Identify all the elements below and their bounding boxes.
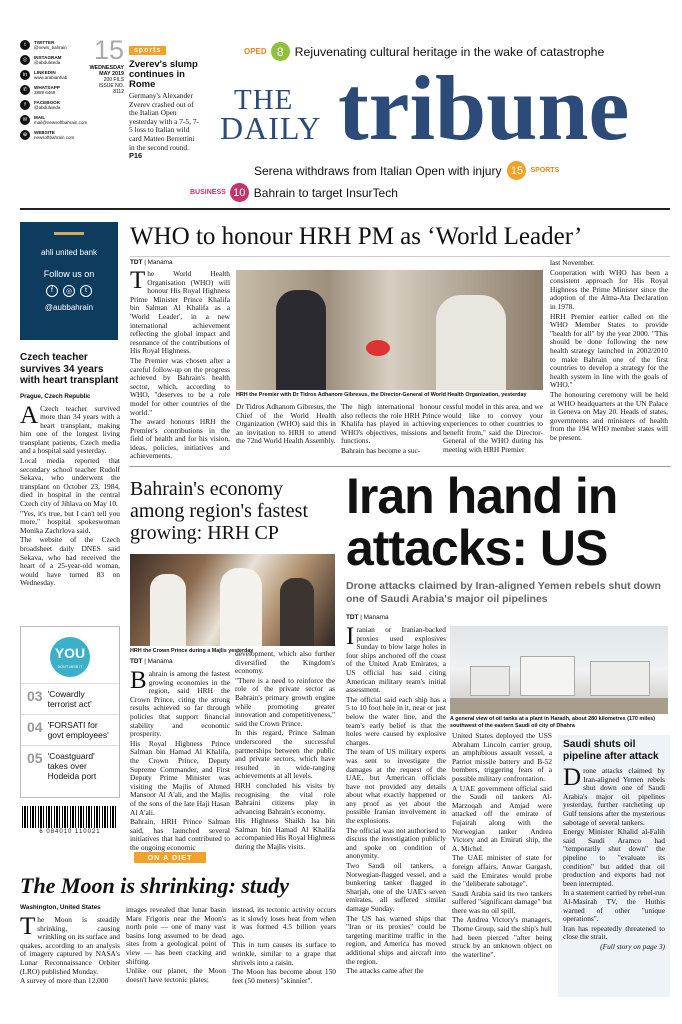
- who-text-2: Dr Tidros Adhanom Gibresus, the Chief of the World Health Organization (WHO) said this in an invitation to HRH to attend the 72nd World Health Assembly.: [236, 402, 336, 446]
- you-badge-text: YOU: [54, 645, 86, 661]
- sports-teaser-body: [129, 92, 201, 161]
- social-link-value: @abdulweda: [34, 60, 61, 65]
- economy-text-2: development, which also further diversified the Kingdom's economy.: [235, 649, 335, 676]
- you-item-page: 04: [27, 719, 43, 735]
- iran-photo-tank-2: [520, 656, 575, 696]
- czech-paragraph-2: Local media reported that secondary school teacher Rudolf Sekava, who underwent the transplant on October 23, 1984, died in hospital in the central Czech city of Jihlava on May 10.: [20, 456, 120, 509]
- oped-headline: Rejuvenating cultural heritage in the wake of catastrophe: [294, 44, 605, 59]
- moon-text-3b: This in turn causes its surface to wrinkle, similar to a grape that shrivels into a raisin.: [232, 940, 336, 967]
- bank-handle: @aubbahrain: [44, 303, 94, 312]
- iran-dropcap: I: [346, 623, 355, 650]
- social-link[interactable]: [20, 130, 90, 140]
- iran-headline: Iran hand in attacks: US: [346, 468, 618, 576]
- you-item-title: 'FORSATI for govt employees': [47, 720, 109, 740]
- saudi-text-2: Energy Minister Khalid al-Falih said Saudi Aramco had "temporarily shut down" the pipeline to "evaluate its condition" but added that oil production and exports had not been interrupted.: [563, 827, 665, 888]
- iran-text-2e: The Andrea Victory's managers, Thome Group, said the ship's hull had been pierced "after being struck by an unknown object on the waterline".: [452, 915, 552, 959]
- barcode-bars: [22, 806, 118, 828]
- social-link[interactable]: [20, 100, 90, 110]
- social-link-value: @abdulweda: [34, 105, 61, 110]
- who-dropcap: T: [130, 267, 146, 294]
- who-byline: TDT | Manama: [130, 259, 173, 266]
- you-items: [21, 683, 119, 786]
- social-link-label: WHATSAPP: [34, 85, 60, 90]
- moon-dropcap: T: [20, 913, 36, 940]
- social-link[interactable]: [20, 70, 90, 80]
- bank-twitter-icon: t: [80, 285, 92, 297]
- who-bottom-rule: [130, 466, 670, 467]
- social-link-text: [34, 40, 67, 50]
- top-teaser-serena[interactable]: [254, 161, 654, 180]
- who-column-3: [341, 403, 441, 457]
- czech-dateline: Prague, Czech Republic: [20, 392, 91, 400]
- economy-text-2d: HRH concluded his visits by recognising the vital role Bahraini citizens play in advancing Bahrain's economy.: [235, 780, 335, 816]
- economy-text-2c: In this regard, Prince Salman underscored the successful partnerships between the public and private sectors, which have resulted in wide-ranging achievements at all levels.: [235, 728, 335, 781]
- moon-text-3c: The Moon has become about 150 feet (50 meters) "skinnier".: [232, 967, 336, 985]
- czech-dropcap: A: [20, 401, 39, 429]
- moon-dateline: Washington, United States: [20, 904, 101, 911]
- economy-column-2: [235, 650, 335, 853]
- saudi-box: [558, 735, 670, 997]
- sports-teaser[interactable]: [129, 39, 201, 161]
- social-link-label: MAIL: [34, 115, 46, 120]
- bank-follow-text: Follow us on: [43, 269, 95, 279]
- economy-text-1: ahrain is among the fastest growing economies in the region, said HRH the Crown Prince, citing the strong results achieved so far through policies that support financial stability and economic prosperity.: [130, 669, 230, 739]
- insurtech-section: BUSINESS: [190, 189, 226, 196]
- insurtech-page-number: 10: [230, 183, 249, 202]
- iran-text-2d: Saudi Arabia said its two tankers suffered "significant damage" but there was no oil spill.: [452, 888, 552, 915]
- price: 200 FILS: [103, 77, 124, 83]
- serena-page-number: 15: [507, 161, 526, 180]
- social-link-label: LINKEDIN: [34, 70, 56, 75]
- social-link-text: [34, 130, 74, 140]
- social-link-label: WEBSITE: [34, 130, 55, 135]
- economy-byline-org: TDT: [130, 658, 143, 665]
- social-link-text: [34, 85, 60, 95]
- iran-text-2b: A UAE government official said the Saudi oil tankers Al-Marzoqah and Amjad were attacked off the emirate of Fujairah along with the Norwegian tanker Andrea Victory and an Emirati ship, the A. Michel.: [452, 783, 552, 853]
- facebook-icon: f: [20, 100, 30, 110]
- sports-teaser-page: P16: [129, 151, 143, 161]
- czech-headline: Czech teacher survives 34 years with heart transplant: [20, 352, 119, 386]
- bank-facebook-icon: f: [46, 285, 58, 297]
- who-text-3b: Bahrain has become a suc-: [341, 445, 421, 455]
- sports-teaser-text: Germany's Alexander Zverev crashed out of the Italian Open yesterday with a 7-5, 7-5 loss to Italian wild card Matteo Berrettini in the second round.: [129, 91, 199, 152]
- iran-photo: [450, 626, 668, 714]
- iran-text-1g: The attacks came after the: [346, 966, 424, 976]
- economy-text-2e: His Highness Shaikh Isa bin Salman bin Hamad Al Khalifa accompanied His Royal Highness during the Majlis visits.: [235, 816, 335, 852]
- who-photo: [236, 270, 543, 390]
- iran-byline-place: Manama: [363, 614, 389, 621]
- who-text-1c: The award honours HRH the Premier's contributions in the field of health and for his vision, ideas, policies, initiatives and achievements.: [130, 417, 230, 461]
- who-column-2: [236, 403, 336, 447]
- saudi-text-3: In a statement carried by rebel-run Al-Masirah TV, the Huthis warned of other "unique operations".: [563, 888, 665, 924]
- who-text-5a: last November.: [550, 258, 595, 267]
- mail-icon: ✉: [20, 115, 30, 125]
- social-links: [20, 40, 90, 145]
- czech-body: [20, 401, 120, 588]
- social-link-value: mail@newsoftbahrain.com: [34, 120, 88, 125]
- oped-number: 8: [271, 42, 290, 61]
- who-column-1: [130, 267, 230, 462]
- social-link[interactable]: [20, 85, 90, 95]
- moon-text-1b: A survey of more than 12,000: [20, 976, 109, 986]
- who-rule: [130, 256, 670, 257]
- social-link-label: TWITTER: [34, 40, 55, 45]
- moon-headline: The Moon is shrinking: study: [20, 873, 289, 898]
- iran-byline: TDT | Manama: [346, 614, 389, 621]
- iran-text-2c: The UAE minister of state for foreign affairs, Anwar Gargash, said the Emirates would probe the "deliberate sabotage".: [452, 853, 552, 889]
- who-caption: HRH the Premier with Dr Tidros Adhanom Gibresus, the Director-General of World Health Organization, yesterday: [236, 392, 527, 398]
- moon-text-1: he Moon is steadily shrinking, causing wrinkling on its surface and quakes, according to an analysis of imagery captured by NASA's Lunar Reconnaissance Orbiter (LRO) published Monday.: [20, 915, 120, 976]
- who-text-1b: The Premier was chosen after a careful follow-up on the progress achieved by Bahrain's health sector, which, according to WHO, "deserves to be a role model for other countries of the world.": [130, 355, 230, 417]
- social-link[interactable]: [20, 115, 90, 125]
- iran-text-1: ranian or Iranian-backed proxies used explosives Sunday to blow large holes in four ships anchored off the coast of the United Arab Emirates, a US official has said citing American military team's initial assessment.: [346, 625, 446, 695]
- social-link-value: 3889 6469: [34, 90, 56, 95]
- moon-column-1: [20, 913, 120, 987]
- who-byline-org: TDT: [130, 259, 143, 266]
- saudi-full-story-link[interactable]: (Full story on page 3): [600, 941, 665, 951]
- who-photo-flowers: [366, 340, 390, 356]
- you-badge: [50, 637, 90, 677]
- date-day-number: 15: [93, 35, 124, 65]
- iran-column-2: [452, 732, 552, 960]
- moon-column-3: [232, 906, 336, 986]
- iran-byline-org: TDT: [346, 614, 359, 621]
- you-item-page: 05: [27, 750, 43, 766]
- iran-caption: A general view of oil tanks at a plant in Haradh, about 280 kilometres (170 miles) southwest of the eastern Saudi oil city of Dhahra: [450, 716, 656, 729]
- saudi-dropcap: D: [563, 764, 582, 791]
- you-item[interactable]: [21, 745, 119, 786]
- bank-social-icons: [20, 285, 118, 297]
- saudi-text-1: rone attacks claimed by Iran-aligned Yemen rebels shut down one of Saudi Arabia's major oil pipelines yesterday, further ratcheting up Gulf tensions after the mysterious sabotage of several tankers.: [563, 766, 665, 827]
- you-item[interactable]: [21, 683, 119, 714]
- social-link-value: newsoftbahrain.com: [34, 135, 75, 140]
- you-item-page: 03: [27, 688, 43, 704]
- iran-text-2: United States deployed the USS Abraham Lincoln carrier group, an amphibious assault vessel, a Patriot missile battery and B-52 bombers, triggering fears of a possible military confrontation.: [452, 731, 552, 783]
- who-column-4: [443, 403, 543, 456]
- who-text-5b: Cooperation with WHO has been a consistent approach for His Royal Highness the Prime Minister since the adoption of the Alma-Ata Declaration in 1978.: [550, 267, 668, 311]
- masthead-divider: [20, 208, 670, 210]
- social-link[interactable]: [20, 55, 90, 65]
- insurtech-headline: Bahrain to target InsurTech: [253, 185, 398, 200]
- oped-label: OPED: [244, 47, 267, 56]
- economy-byline: TDT | Manama: [130, 658, 173, 665]
- linkedin-icon: in: [20, 70, 30, 80]
- serena-section: SPORTS: [530, 167, 560, 174]
- bank-logo-icon: [54, 232, 84, 246]
- social-link-value: www.arabianhab: [34, 75, 68, 80]
- saudi-text-4: Iran has repeatedly threatened to close the strait.: [563, 923, 665, 942]
- czech-story: [20, 352, 120, 589]
- moon-text-2: images revealed that lunar basin Mare Frigoris near the Moon's north pole — one of many vast basins long assumed to be dead sites from a geological point of view — has been cracking and shifting.: [126, 905, 226, 966]
- social-link-text: [34, 115, 87, 125]
- sports-tag: sports: [129, 46, 166, 55]
- whatsapp-icon: ✆: [20, 85, 30, 95]
- economy-photo: [130, 554, 335, 646]
- who-text-5c: HRH Premier earlier called on the WHO Member States to provide "health for all" by the year 2000. "This should be done following the new health strategy launched in 2002/2010 to make Bahrain one of the first countries to develop a strategy for the health system in line with the goals of WHO.": [550, 311, 668, 390]
- who-text-3: The high international honour also reflects the role HRH Prince Khalifa has played in achieving WHO's objectives, missions and functions.: [341, 402, 441, 446]
- social-link-text: [34, 100, 60, 110]
- iran-photo-tank-1: [470, 666, 510, 696]
- bank-name: ahli united bank: [40, 248, 98, 257]
- iran-text-1b: The official said each ship has a 5 to 10 foot hole in it, near or just below the water line, and the team's early belief is that the holes were caused by explosive charges.: [346, 694, 446, 747]
- masthead-logo: [218, 57, 668, 159]
- iran-text-1d: The official was not authorised to discuss the investigation publicly and spoke on condition of anonymity.: [346, 825, 446, 861]
- who-text-4: cessful model in this area, and we would like to convey your experiences to other countries to benefit from," said the Director-General of the WHO during his meeting with HRH Premier: [443, 402, 543, 454]
- economy-headline: Bahrain's economy among region's fastest growing: HRH CP: [130, 478, 309, 544]
- economy-text-1b: His Royal Highness Prince Salman bin Hamad Al Khalifa, the Crown Prince, Deputy Supreme Commander, and First Deputy Prime Minister was visiting the Majlis of Ahmed Mansoor Al A'ali, and the Majlis of the sons of the late Haji Hasan Al A'ali.: [130, 738, 230, 817]
- czech-paragraph-4: The website of the Czech broadsheet daily DNES said Sekava, who had received the heart of a 25-year-old woman, would have turned 83 on Wednesday.: [20, 535, 120, 588]
- barcode: [22, 806, 118, 840]
- you-item-title: 'Cowardly terrorist act': [47, 689, 92, 709]
- saudi-headline: Saudi shuts oil pipeline after attack: [563, 739, 659, 762]
- bank-instagram-icon: ◎: [63, 285, 75, 297]
- social-link-text: [34, 70, 67, 80]
- economy-byline-place: Manama: [147, 658, 173, 665]
- economy-column-1: [130, 667, 230, 853]
- economy-caption: HRH the Crown Prince during a Majlis yesterday: [130, 648, 254, 654]
- iran-text-1e: Two Saudi oil tankers, a Norwegian-flagged vessel, and a bunkering tanker flagged in Sharjah, one of the UAE's seven emirates, all suffered similar damage Sunday.: [346, 861, 446, 913]
- sports-teaser-headline: Zverev's slump continues in Rome: [129, 59, 198, 90]
- barcode-number: 6 084010 110021: [39, 829, 101, 835]
- date-weekday: WEDNESDAY: [89, 65, 124, 71]
- moon-text-2b: Unlike our planet, the Moon doesn't have tectonic plates;: [126, 966, 226, 984]
- bank-advert[interactable]: [20, 222, 118, 340]
- economy-text-1c: Bahrain, HRH Prince Salman said, has launched several initiatives that had contributed to the ongoing economic: [130, 817, 230, 852]
- you-item-title: 'Coastguard' takes over Hodeida port: [47, 751, 97, 781]
- iran-photo-ground: [450, 698, 668, 714]
- economy-photo-figure-3: [280, 578, 314, 646]
- saudi-body: [563, 764, 665, 951]
- economy-photo-figure-2: [220, 568, 262, 646]
- social-link[interactable]: [20, 40, 90, 50]
- social-link-label: FACEBOOK: [34, 100, 61, 105]
- top-teaser-insurtech[interactable]: [190, 183, 590, 202]
- social-link-text: [34, 55, 61, 65]
- who-column-5: [550, 259, 668, 443]
- iran-text-1c: The team of US military experts was sent to investigate the damages at the request of the UAE, but American officials have not provided any details about what exactly happened or any proof as yet about the possible Iranian involvement in the explosions.: [346, 747, 446, 826]
- who-byline-place: Manama: [147, 259, 173, 266]
- twitter-icon: t: [20, 40, 30, 50]
- who-text-1: he World Health Organisation (WHO) will honour His Royal Highness Prime Minister Prince Khalifa bin Salman Al Khalifa as a 'World Leader', in a new international achievement reflecting the global impact and resonance of the contributions of His Royal Highness.: [130, 269, 230, 356]
- social-link-value: @news_bahrain: [34, 45, 67, 50]
- you-box: [20, 626, 120, 798]
- issue-number: ISSUE NO. 8112: [98, 83, 124, 95]
- who-photo-figure-right: [436, 295, 506, 390]
- you-badge-sub: DON'T MISS IT: [57, 665, 83, 669]
- date-month-year: MAY 2019: [99, 71, 124, 77]
- iran-text-1f: The US has warned ships that "Iran or its proxies" could be targeting maritime traffic in the region, and America has moved additional ships and aircraft into the region.: [346, 913, 446, 966]
- iran-photo-tank-3: [590, 661, 650, 696]
- logo-tribune: tribune: [338, 57, 630, 159]
- instagram-icon: ◎: [20, 55, 30, 65]
- economy-dropcap: B: [130, 667, 147, 694]
- iran-column-1: [346, 623, 446, 977]
- logo-the: THE: [234, 84, 294, 116]
- economy-photo-figure-1: [150, 574, 186, 646]
- moon-kicker: ON A DIET: [134, 852, 206, 863]
- czech-paragraph-1: Czech teacher survived more than 34 years with a heart transplant, making him one of the longest living transplant patients, Czech media and a hospital said yesterday.: [20, 403, 120, 456]
- moon-text-3: instead, its tectonic activity occurs as it slowly loses heat from when it was formed 4.5 billion years ago.: [232, 905, 336, 940]
- moon-column-2: [126, 906, 226, 985]
- who-headline: WHO to honour HRH PM as ‘World Leader’: [130, 223, 583, 250]
- czech-paragraph-3: "Yes, it's true, but I can't tell you more," hospital spokeswoman Monika Zachrlova said.: [20, 508, 120, 535]
- iran-deck: Drone attacks claimed by Iran-aligned Yemen rebels shut down one of Saudi Arabia's major oil pipelines: [346, 580, 661, 605]
- who-photo-figure-left: [276, 290, 326, 390]
- social-link-label: INSTAGRAM: [34, 55, 62, 60]
- logo-daily: DAILY: [220, 110, 322, 146]
- date-block: [88, 35, 124, 95]
- economy-text-2b: "There is a need to reinforce the role of the private sector as Bahrain's primary growth engine while promoting greater innovation and competitiveness," said the Crown Prince.: [235, 675, 335, 728]
- website-icon: ⊕: [20, 130, 30, 140]
- serena-headline: Serena withdraws from Italian Open with injury: [254, 163, 502, 178]
- who-text-5d: The honouring ceremony will be held at WHO headquarters at the UN Palace in Geneva on May 20. Heads of states, governments and ministers of health from the 194 WHO member states will be present.: [550, 389, 668, 442]
- you-item[interactable]: [21, 714, 119, 745]
